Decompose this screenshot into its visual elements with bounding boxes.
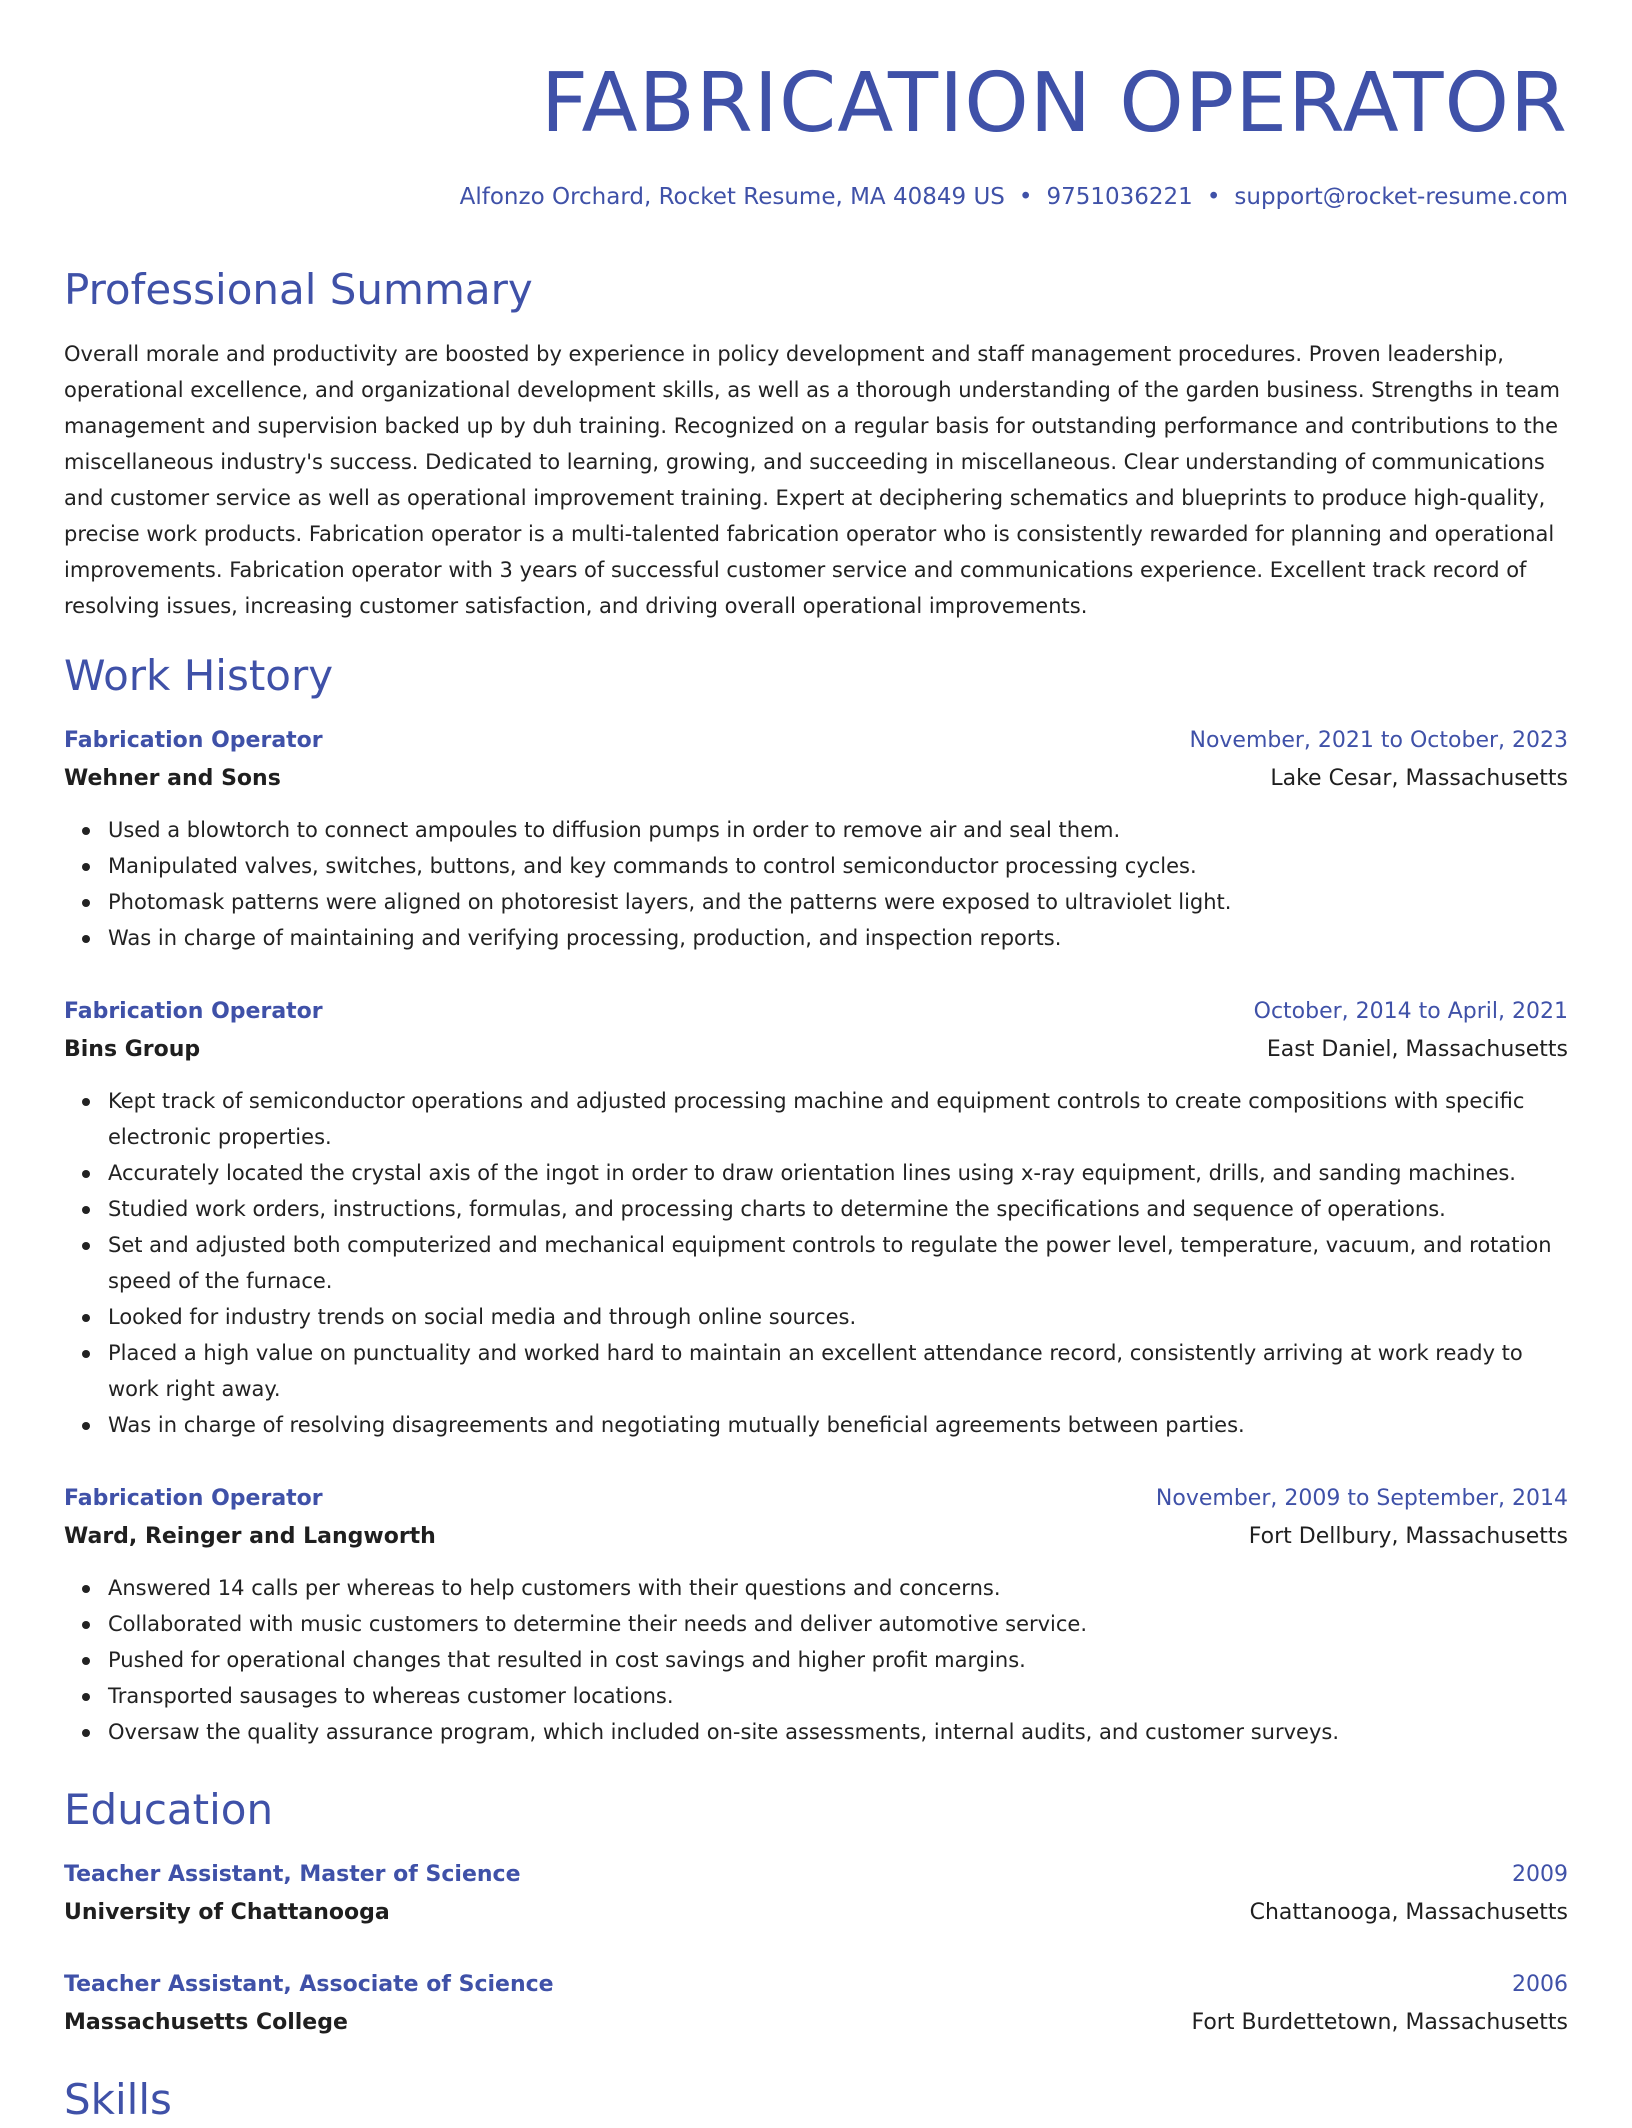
job-location: Lake Cesar, Massachusetts	[1270, 766, 1568, 791]
job-location: East Daniel, Massachusetts	[1266, 1037, 1568, 1062]
job-bullet: Used a blowtorch to connect ampoules to diffusion pumps in order to remove air and seal them.	[108, 812, 1568, 848]
job-bullet: Studied work orders, instructions, formulas, and processing charts to determine the specifications and sequence of operations.	[108, 1191, 1568, 1227]
section-heading-summary: Professional Summary	[64, 265, 533, 314]
job-title: Fabrication Operator	[64, 1486, 323, 1511]
job-bullets	[64, 1083, 1568, 1443]
section-heading-skills: Skills	[64, 2075, 172, 2124]
job-bullet: Answered 14 calls per whereas to help customers with their questions and concerns.	[108, 1570, 1568, 1606]
contact-address: Alfonzo Orchard, Rocket Resume, MA 40849 US	[459, 184, 1005, 210]
job-title: Fabrication Operator	[64, 728, 323, 753]
job-bullet: Kept track of semiconductor operations and adjusted processing machine and equipment controls to create compositions with specific electronic properties.	[108, 1083, 1568, 1155]
section-heading-work-history: Work History	[64, 651, 334, 700]
education-degree: Teacher Assistant, Master of Science	[64, 1862, 521, 1887]
job-bullet: Collaborated with music customers to determine their needs and deliver automotive service.	[108, 1606, 1568, 1642]
job-bullet: Accurately located the crystal axis of the ingot in order to draw orientation lines using x-ray equipment, drills, and sanding machines.	[108, 1155, 1568, 1191]
job-bullet: Photomask patterns were aligned on photoresist layers, and the patterns were exposed to ultraviolet light.	[108, 884, 1568, 920]
education-degree: Teacher Assistant, Associate of Science	[64, 1972, 554, 1997]
education-year: 2009	[1512, 1862, 1568, 1887]
job-title: Fabrication Operator	[64, 999, 323, 1024]
education-entry	[64, 1966, 1568, 2042]
job-bullet: Pushed for operational changes that resulted in cost savings and higher profit margins.	[108, 1642, 1568, 1678]
job-bullets	[64, 1570, 1568, 1750]
job-bullet: Set and adjusted both computerized and mechanical equipment controls to regulate the power level, temperature, vacuum, and rotation speed of the furnace.	[108, 1227, 1568, 1299]
resume-page	[64, 0, 1568, 2124]
education-location: Chattanooga, Massachusetts	[1249, 1900, 1568, 1925]
job-bullet: Looked for industry trends on social media and through online sources.	[108, 1299, 1568, 1335]
education-year: 2006	[1512, 1972, 1568, 1997]
job-dates: November, 2021 to October, 2023	[1189, 728, 1568, 753]
job-bullet: Was in charge of resolving disagreements and negotiating mutually beneficial agreements between parties.	[108, 1407, 1568, 1443]
job-company: Ward, Reinger and Langworth	[64, 1524, 436, 1549]
job-dates: October, 2014 to April, 2021	[1253, 999, 1568, 1024]
summary-text: Overall morale and productivity are boosted by experience in policy development and staff management procedures. Proven leadership, operational excellence, and organizational development skills, as well as a thorough understanding of the garden business. Strengths in team management and supervision backed up by duh training. Recognized on a regular basis for outstanding performance and contributions to the miscellaneous industry's success. Dedicated to learning, growing, and succeeding in miscellaneous. Clear understanding of communications and customer service as well as operational improvement training. Expert at deciphering schematics and blueprints to produce high-quality, precise work products. Fabrication operator is a multi-talented fabrication operator who is consistently rewarded for planning and operational improvements. Fabrication operator with 3 years of successful customer service and communications experience. Excellent track record of resolving issues, increasing customer satisfaction, and driving overall operational improvements.	[64, 342, 1560, 618]
education-location: Fort Burdettetown, Massachusetts	[1191, 2010, 1568, 2035]
education-entry	[64, 1856, 1568, 1932]
job-bullet: Placed a high value on punctuality and worked hard to maintain an excellent attendance record, consistently arriving at work ready to work right away.	[108, 1335, 1568, 1407]
job-bullets	[64, 812, 1568, 956]
job-bullet: Manipulated valves, switches, buttons, and key commands to control semiconductor processing cycles.	[108, 848, 1568, 884]
resume-title: FABRICATION OPERATOR	[540, 56, 1568, 151]
job-location: Fort Dellbury, Massachusetts	[1248, 1524, 1568, 1549]
job-bullet: Transported sausages to whereas customer locations.	[108, 1678, 1568, 1714]
contact-line	[460, 180, 1568, 214]
job-company: Wehner and Sons	[64, 766, 281, 791]
education-school: University of Chattanooga	[64, 1900, 390, 1925]
work-entry	[64, 722, 1568, 956]
job-company: Bins Group	[64, 1037, 201, 1062]
section-heading-education: Education	[64, 1785, 274, 1834]
job-dates: November, 2009 to September, 2014	[1155, 1486, 1568, 1511]
contact-separator: •	[1206, 184, 1221, 210]
contact-phone: 9751036221	[1046, 184, 1193, 210]
contact-email: support@rocket-resume.com	[1234, 184, 1568, 210]
work-entry	[64, 993, 1568, 1443]
job-bullet: Oversaw the quality assurance program, which included on-site assessments, internal audits, and customer surveys.	[108, 1714, 1568, 1750]
education-school: Massachusetts College	[64, 2010, 348, 2035]
contact-separator: •	[1018, 184, 1033, 210]
job-bullet: Was in charge of maintaining and verifying processing, production, and inspection reports.	[108, 920, 1568, 956]
work-entry	[64, 1480, 1568, 1750]
